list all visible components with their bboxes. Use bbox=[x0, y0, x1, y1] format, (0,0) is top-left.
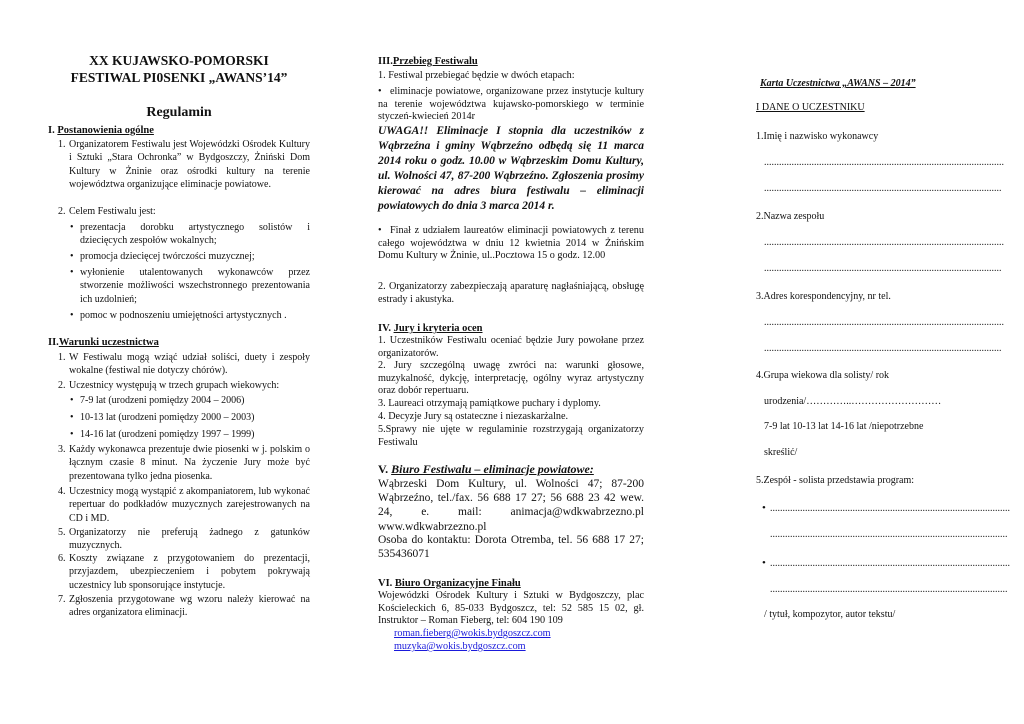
goal-item: • wyłonienie utalentowanych wykonawców przez stworzenie możliwości wszechstronnego prezentowania ich uzdolnień; bbox=[80, 266, 310, 306]
rule-text: Celem Festiwalu jest: bbox=[69, 206, 156, 217]
bullet-icon: • bbox=[762, 557, 766, 569]
rule-number: 6. bbox=[58, 553, 66, 564]
bullet-icon: • bbox=[378, 225, 382, 236]
jury-point-1: 1. Uczestników Festiwalu oceniać będzie Jury powołane przez organizatorów. bbox=[378, 335, 644, 359]
goal-item: • pomoc w podnoszeniu umiejętności artystycznych . bbox=[80, 309, 310, 322]
field-line-address-1[interactable]: ................................................................................................ bbox=[764, 317, 1004, 328]
stage-bullet-2 bbox=[378, 225, 644, 263]
section-6-number: VI. bbox=[378, 578, 393, 589]
section-5-title: Biuro Festiwalu – eliminacje powiatowe: bbox=[391, 462, 594, 476]
rule-2-2 bbox=[58, 379, 310, 392]
rule-text: Każdy wykonawca prezentuje dwie piosenki w j. polskim o łącznym czasie 8 minut. Na życzenie Jury może być prezentowana tylko jedna piosenka. bbox=[69, 444, 310, 482]
rule-2-7 bbox=[58, 593, 310, 620]
office-address: Wąbrzeski Dom Kultury, ul. Wolności 47; 87-200 Wąbrzeźno, tel./fax. 56 688 17 27; 56 688 23 42 wew. 24, e. mail: animacja@wdkwabrzezno.pl www.wdkwabrzezno.pl bbox=[378, 478, 644, 533]
festival-title-line1: XX KUJAWSKO-POMORSKI bbox=[89, 53, 269, 68]
rule-text: Zgłoszenia przygotowane wg wzoru należy kierować na adres organizatora eliminacji. bbox=[69, 594, 310, 619]
rule-2-1 bbox=[58, 351, 310, 378]
program-hint: / tytuł, kompozytor, autor tekstu/ bbox=[764, 609, 896, 620]
rule-2-6 bbox=[58, 552, 310, 592]
jury-point-5: 5.Sprawy nie ujęte w regulaminie rozstrzygają organizatorzy Festiwalu bbox=[378, 424, 644, 448]
regulamin-heading: Regulamin bbox=[146, 105, 212, 120]
rule-number: 1. bbox=[58, 352, 66, 363]
form-section-heading: I DANE O UCZESTNIKU bbox=[756, 102, 865, 113]
rule-text: Organizatorzy nie preferują żadnego z gatunków muzycznych. bbox=[69, 527, 310, 552]
program-line-1b[interactable]: ............................................................................................... bbox=[770, 529, 1008, 540]
section-3-title: Przebieg Festiwalu bbox=[392, 56, 478, 67]
section-3-heading bbox=[378, 55, 478, 68]
bullet-icon: • bbox=[762, 502, 766, 514]
rule-text: W Festiwalu mogą wziąć udział soliści, duety i zespoły wokalne (festiwal nie dotyczy chórów). bbox=[69, 352, 310, 377]
program-line-1a[interactable]: ................................................................................................ bbox=[770, 503, 1010, 514]
age-group-options[interactable]: 7-9 lat 10-13 lat 14-16 lat /niepotrzebne bbox=[764, 421, 924, 432]
contact-person: Osoba do kontaktu: Dorota Otremba, tel. 56 688 17 27; 535436071 bbox=[378, 534, 644, 561]
field-label-address: 3.Adres korespondencyjny, nr tel. bbox=[756, 291, 891, 302]
jury-point-4: 4. Decyzje Jury są ostateczne i niezaskarżalne. bbox=[378, 411, 569, 422]
section-5-heading bbox=[378, 462, 594, 477]
rule-text: Uczestnicy mogą wystąpić z akompaniatorem, lub wykonać repertuar do podkładów muzycznych zarejestrowanych na CD i MD. bbox=[69, 486, 310, 524]
stage-point-2: 2. Organizatorzy zabezpieczają aparaturę nagłaśniającą, obsługę estrady i akustyka. bbox=[378, 281, 644, 305]
field-line-band-1[interactable]: ................................................................................................ bbox=[764, 237, 1004, 248]
form-title: Karta Uczestnictwa „AWANS – 2014” bbox=[760, 78, 916, 89]
rule-2-3 bbox=[58, 443, 310, 483]
rule-1-1 bbox=[58, 138, 310, 191]
jury-point-3: 3. Laureaci otrzymają pamiątkowe puchary i dyplomy. bbox=[378, 398, 601, 409]
section-1-number: I. bbox=[48, 125, 55, 136]
rule-text: Koszty związane z przygotowaniem do prezentacji, przyjazdem, ubezpieczeniem i pobytem pokrywają uczestnicy lub sponsorujące instytucje. bbox=[69, 553, 310, 591]
section-6-heading bbox=[378, 577, 521, 590]
section-6-title: Biuro Organizacyjne Finału bbox=[394, 578, 521, 589]
field-label-band: 2.Nazwa zespołu bbox=[756, 211, 825, 222]
section-3-number: III. bbox=[378, 56, 393, 67]
field-line-name-1[interactable]: ................................................................................................ bbox=[764, 157, 1004, 168]
field-label-age-group: 4.Grupa wiekowa dla solisty/ rok bbox=[756, 370, 890, 381]
rule-number: 5. bbox=[58, 527, 66, 538]
field-line-birth-year[interactable]: urodzenia/…………..……………………… bbox=[764, 396, 942, 407]
rule-number: 3. bbox=[58, 444, 66, 455]
rule-number: 2. bbox=[58, 206, 66, 217]
field-label-name: 1.Imię i nazwisko wykonawcy bbox=[756, 131, 879, 142]
section-1-heading bbox=[48, 124, 154, 137]
rule-number: 2. bbox=[58, 380, 66, 391]
field-line-name-2[interactable]: ............................................................................................... bbox=[764, 183, 1002, 194]
rule-text: Uczestnicy występują w trzech grupach wiekowych: bbox=[69, 380, 280, 391]
section-2-title: Warunki uczestnictwa bbox=[58, 337, 159, 348]
stage-bullet-text: eliminacje powiatowe, organizowane przez instytucje kultury na terenie województwa kujawsko-pomorskiego w terminie styczeń-kwiecień 2014r bbox=[378, 86, 644, 123]
bullet-icon: • bbox=[378, 86, 382, 97]
stage-bullet-text: Finał z udziałem laureatów eliminacji powiatowych z terenu całego województwa w dniu 12 kwietnia 2014 w Żnińskim Domu Kultury w Żninie, ul..Pocztowa 15 o godz. 12.00 bbox=[378, 225, 644, 262]
jury-point-2: 2. Jury szczególną uwagę zwróci na: warunki głosowe, muzykalność, dykcję, interpretację, ogólny wyraz artystyczny oraz dobór repertuaru. bbox=[378, 360, 644, 397]
rule-number: 1. bbox=[58, 139, 66, 150]
uwaga-notice: UWAGA!! Eliminacje I stopnia dla uczestników z Wąbrzeźna i gminy Wąbrzeźno odbędą się 11 marca 2014 roku o godz. 10.00 w Wąbrzeskim Domu Kultury, ul. Wolności 47, 87-200 Wąbrzeźno. Zgłoszenia prosimy kierować na adres biura festiwalu – eliminacji powiatowych do dnia 3 marca 2014 r. bbox=[378, 125, 644, 212]
program-line-2b[interactable]: ............................................................................................... bbox=[770, 584, 1008, 595]
section-2-heading bbox=[48, 336, 159, 349]
festival-title-line2: FESTIWAL PI0SENKI „AWANS’14” bbox=[70, 70, 288, 85]
rule-number: 4. bbox=[58, 486, 66, 497]
section-4-heading bbox=[378, 322, 483, 335]
age-group-item: • 7-9 lat (urodzeni pomiędzy 2004 – 2006) bbox=[80, 394, 310, 407]
organizer-address: Wojewódzki Ośrodek Kultury i Sztuki w Bydgoszczy, plac Kościeleckich 6, 85-033 Bydgoszcz, tel: 52 585 15 02, gł. Instruktor – Roman Fieberg, tel: 604 190 109 bbox=[378, 590, 644, 627]
rule-text: Organizatorem Festiwalu jest Wojewódzki Ośrodek Kultury i Sztuki „Stara Ochronka” w Bydgoszczy, Żniński Dom Kultury w Żninie oraz ośrodki kultury na terenie województwa organizujące eliminacje powiatowe. bbox=[69, 139, 310, 190]
field-label-program: 5.Zespół - solista przedstawia program: bbox=[756, 475, 915, 486]
section-1-title: Postanowienia ogólne bbox=[57, 125, 154, 136]
goal-item: • prezentacja dorobku artystycznego solistów i dziecięcych zespołów wokalnych; bbox=[80, 221, 310, 248]
section-4-number: IV. bbox=[378, 323, 391, 334]
stage-intro: 1. Festiwal przebiegać będzie w dwóch etapach: bbox=[378, 70, 575, 81]
field-line-address-2[interactable]: ............................................................................................... bbox=[764, 343, 1002, 354]
age-group-item: • 14-16 lat (urodzeni pomiędzy 1997 – 1999) bbox=[80, 428, 310, 441]
rule-1-2 bbox=[58, 205, 310, 218]
rule-number: 7. bbox=[58, 594, 66, 605]
section-4-title: Jury i kryteria ocen bbox=[393, 323, 483, 334]
section-5-number: V. bbox=[378, 462, 389, 476]
program-line-2a[interactable]: ................................................................................................ bbox=[770, 558, 1010, 569]
rule-2-5 bbox=[58, 526, 310, 553]
email-link-fieberg[interactable]: roman.fieberg@wokis.bydgoszcz.com bbox=[394, 628, 551, 639]
stage-bullet-1 bbox=[378, 86, 644, 124]
goal-item: • promocja dziecięcej twórczości muzycznej; bbox=[80, 250, 310, 263]
strike-out-note: skreślić/ bbox=[764, 447, 798, 458]
email-link-muzyka[interactable]: muzyka@wokis.bydgoszcz.com bbox=[394, 641, 526, 652]
rule-2-4 bbox=[58, 485, 310, 525]
section-2-number: II. bbox=[48, 337, 59, 348]
age-group-item: • 10-13 lat (urodzeni pomiędzy 2000 – 2003) bbox=[80, 411, 310, 424]
field-line-band-2[interactable]: ............................................................................................... bbox=[764, 263, 1002, 274]
